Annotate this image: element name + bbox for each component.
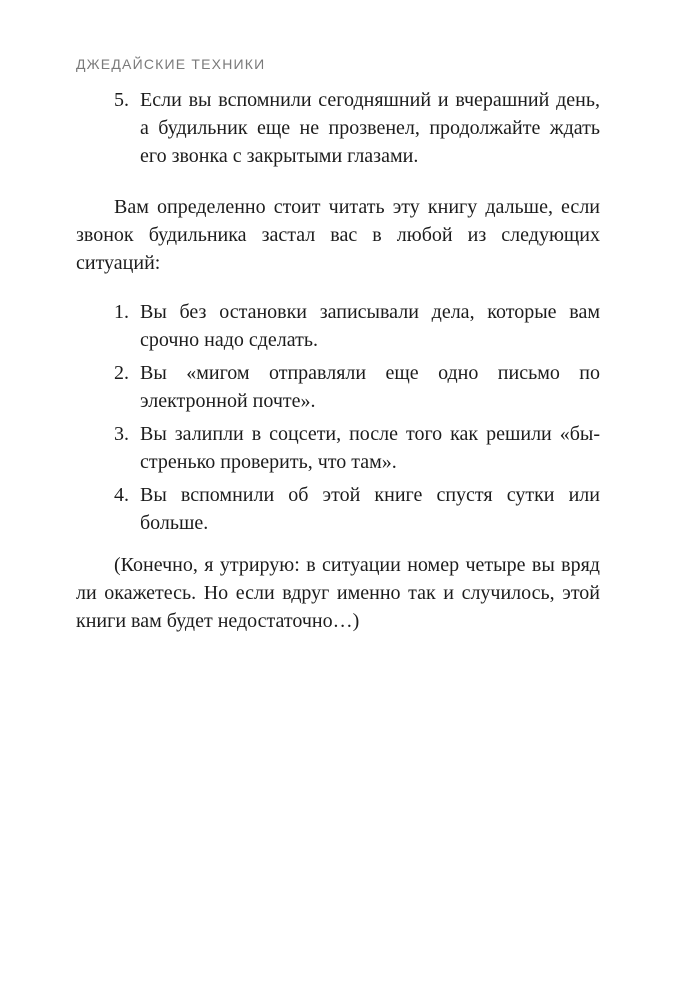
text-line: ной почте». (216, 390, 316, 412)
list-number: 2. (114, 362, 129, 384)
list-item (76, 298, 600, 354)
text-line: Вы залипли в соцсети, после того как решили «бы (140, 423, 600, 445)
list-number: 4. (114, 484, 129, 506)
paragraph-closing (76, 551, 600, 635)
list-item (76, 420, 600, 476)
text-line: звонка с закрытыми глазами. (171, 145, 419, 167)
list-number: 3. (114, 423, 129, 445)
text-line: Вы «мигом отправляли еще одно письмо по электрон (140, 362, 600, 412)
paragraph-intro (76, 193, 600, 277)
page-body (76, 86, 600, 656)
text-line: а будильник еще не прозвенел, продолжайте ждать его (140, 117, 600, 167)
text-line: Если вы вспомнили сегодняшний и вчерашний день, (140, 89, 600, 111)
text-line: Вам определенно стоит читать эту книгу дальше, если зво (76, 196, 600, 246)
text-line: Вы вспомнили об этой книге спустя сутки или больше. (140, 484, 600, 534)
list-number: 5. (114, 89, 129, 111)
text-line: окажетесь. Но если вдруг именно так и случилось, этой книги (76, 582, 601, 632)
text-line: вам будет недостаточно…) (131, 610, 360, 632)
list-number: 1. (114, 301, 129, 323)
situations-list (76, 298, 600, 537)
list-item (76, 481, 600, 537)
text-line: стренько проверить, что там». (140, 451, 397, 473)
running-header: ДЖЕДАЙСКИЕ ТЕХНИКИ (76, 56, 266, 72)
text-line: но надо сделать. (178, 329, 319, 351)
text-line: (Конечно, я утрирую: в ситуации номер четыре вы вряд ли (76, 554, 600, 604)
list-item-5 (76, 86, 600, 170)
list-item (76, 359, 600, 415)
text-line: Вы без остановки записывали дела, которые вам сроч (140, 301, 600, 351)
text-line: нок будильника застал вас в любой из следующих ситуаций: (76, 224, 600, 274)
